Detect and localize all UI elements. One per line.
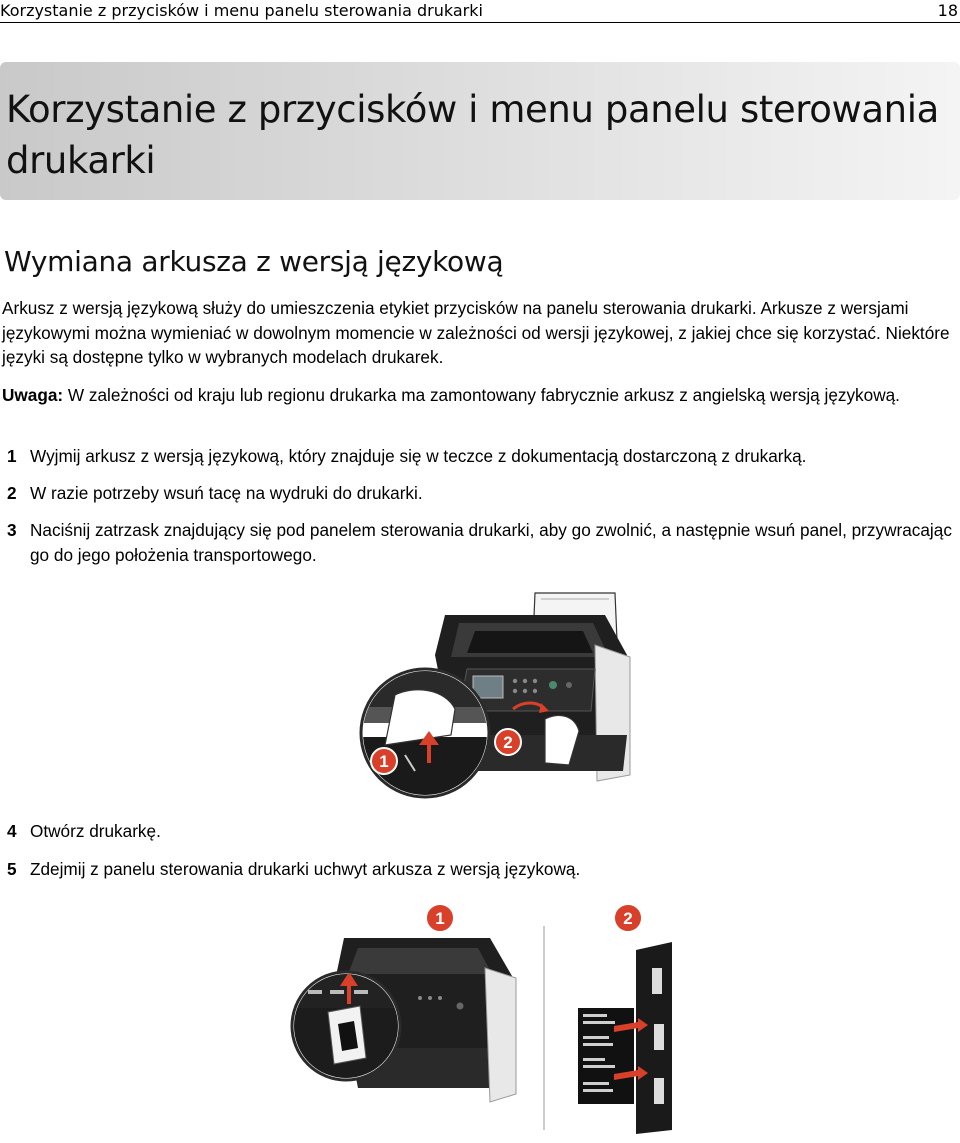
intro-paragraph: Arkusz z wersją językową służy do umieszczenia etykiet przycisków na panelu sterowania drukarki. Arkusze z wersjami językowymi można wymieniać w dowolnym momencie w zależności od wersji językowej, z jakiej chce się korzystać. Niektóre języki są dostępne tylko w wybranych modelach drukarek.	[2, 298, 950, 367]
figure-panel-latch	[355, 585, 635, 800]
svg-text:1: 1	[379, 752, 389, 771]
running-header	[0, 0, 960, 23]
svg-text:2: 2	[623, 909, 633, 928]
figure-remove-holder	[280, 898, 680, 1140]
step-number: 5	[7, 859, 17, 879]
chapter-title-band	[0, 62, 960, 200]
step-text: Naciśnij zatrzask znajdujący się pod panelem sterowania drukarki, aby go zwolnić, a następnie wsuń panel, przywracając go do jego położenia transportowego.	[30, 520, 952, 565]
step-2	[2, 481, 957, 506]
step-5	[2, 857, 957, 882]
svg-text:2: 2	[503, 733, 513, 752]
step-1	[2, 444, 957, 469]
step-3	[2, 518, 957, 567]
note-label: Uwaga:	[2, 385, 64, 405]
page-number: 18	[937, 1, 958, 20]
section-title: Wymiana arkusza z wersją językową	[4, 245, 504, 278]
step-text: W razie potrzeby wsuń tacę na wydruki do drukarki.	[30, 483, 423, 503]
step-number: 1	[7, 446, 17, 466]
svg-text:1: 1	[435, 909, 445, 928]
step-text: Zdejmij z panelu sterowania drukarki uchwyt arkusza z wersją językową.	[30, 859, 581, 879]
step-number: 4	[7, 821, 17, 841]
step-number: 3	[7, 520, 17, 540]
step-number: 2	[7, 483, 17, 503]
step-4	[2, 819, 957, 844]
note-text: W zależności od kraju lub regionu drukarka ma zamontowany fabrycznie arkusz z angielską wersją językową.	[63, 385, 900, 405]
step-text: Wyjmij arkusz z wersją językową, który znajduje się w teczce z dokumentacją dostarczoną z drukarką.	[30, 446, 807, 466]
note-paragraph	[2, 383, 957, 408]
running-header-title: Korzystanie z przycisków i menu panelu sterowania drukarki	[0, 1, 483, 20]
chapter-title: Korzystanie z przycisków i menu panelu sterowania drukarki	[6, 88, 939, 182]
step-text: Otwórz drukarkę.	[30, 821, 161, 841]
